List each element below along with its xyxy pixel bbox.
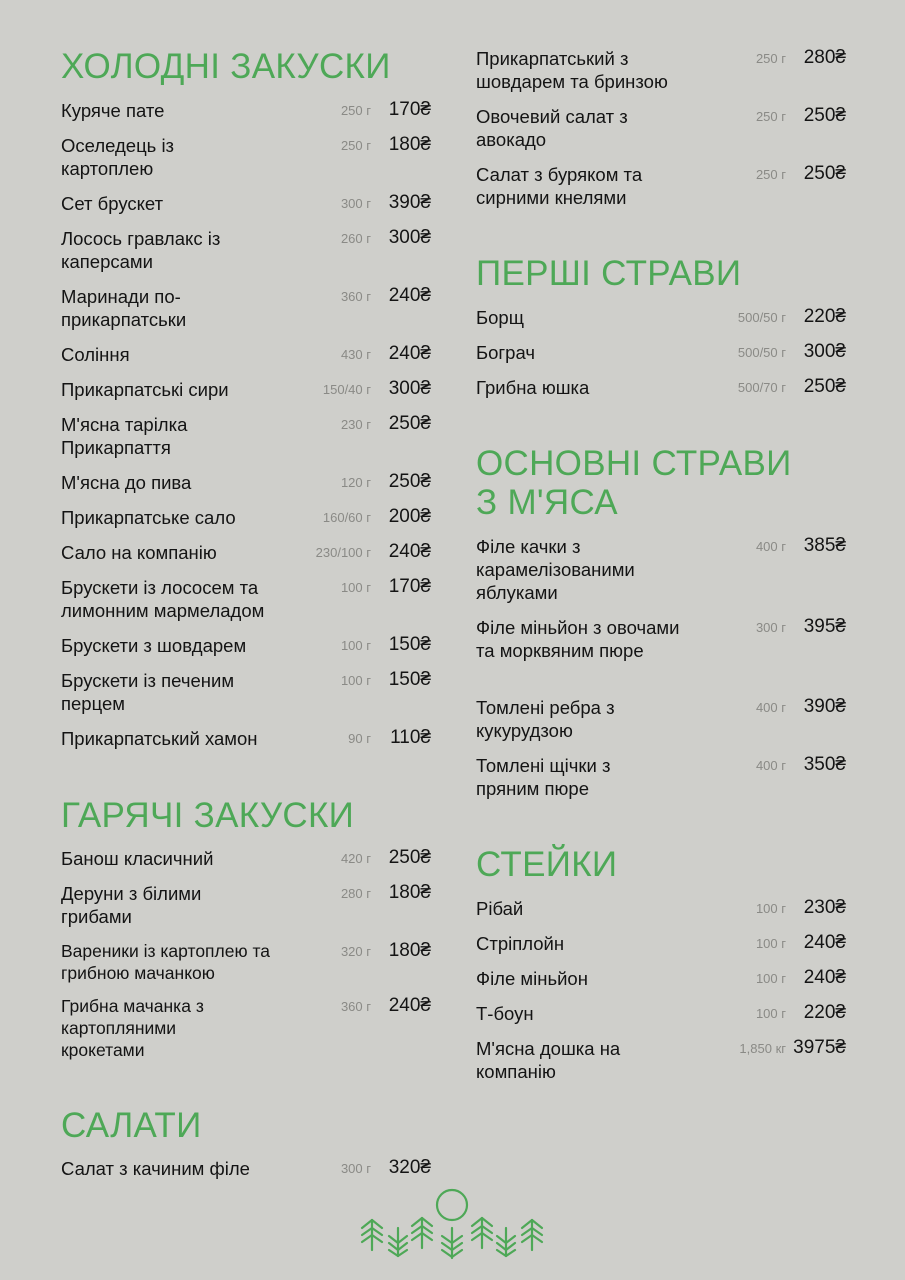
item-name: Салат з качиним філе: [61, 1158, 250, 1179]
item-weight: 360 г: [340, 289, 371, 304]
item-price: 250₴: [388, 847, 431, 868]
item-price: 170₴: [388, 99, 431, 120]
item-price: 320₴: [388, 1157, 431, 1178]
item-price: 250₴: [388, 413, 431, 434]
item-price: 150₴: [388, 669, 431, 690]
item-price: 150₴: [388, 634, 431, 655]
item-name: Прикарпатський хамон: [61, 728, 258, 749]
item-name: Прикарпатський з шовдарем та бринзою: [476, 48, 668, 92]
item-name: Салат з буряком та сирними кнелями: [476, 164, 643, 208]
item-price: 385₴: [803, 535, 846, 556]
item-price: 220₴: [803, 306, 846, 327]
item-weight: 250 г: [340, 138, 371, 153]
item-weight: 250 г: [340, 103, 371, 118]
item-name: Стріплойн: [476, 933, 565, 954]
item-name: Прикарпатське сало: [61, 507, 236, 528]
item-price: 280₴: [803, 47, 846, 68]
item-weight: 230 г: [340, 417, 371, 432]
item-price: 395₴: [803, 616, 846, 637]
item-price: 110₴: [390, 727, 431, 748]
item-weight: 500/50 г: [737, 345, 786, 360]
item-name: Грибна юшка: [476, 377, 590, 398]
item-name: Філе міньйон: [476, 968, 588, 989]
section-title-main-courses: ОСНОВНІ СТРАВИ З М'ЯСА: [476, 444, 792, 522]
item-price: 300₴: [388, 227, 431, 248]
item-weight: 320 г: [340, 944, 371, 959]
item-name: М'ясна дошка на компанію: [476, 1038, 621, 1082]
item-name: Оселедець із картоплею: [61, 135, 175, 179]
section-title-first-courses: ПЕРШІ СТРАВИ: [476, 254, 742, 293]
item-name: Томлені ребра з кукурудзою: [476, 697, 615, 741]
item-weight: 500/50 г: [737, 310, 786, 325]
item-name: Вареники із картоплею та грибною мачанкою: [61, 941, 271, 983]
section-title-cold-appetizers: ХОЛОДНІ ЗАКУСКИ: [61, 47, 391, 86]
item-weight: 400 г: [755, 700, 786, 715]
item-price: 390₴: [388, 192, 431, 213]
item-price: 180₴: [388, 134, 431, 155]
item-price: 170₴: [388, 576, 431, 597]
item-price: 240₴: [388, 541, 431, 562]
item-price: 230₴: [803, 897, 846, 918]
item-weight: 260 г: [340, 231, 371, 246]
item-weight: 90 г: [348, 731, 371, 746]
item-weight: 150/40 г: [322, 382, 371, 397]
item-weight: 160/60 г: [322, 510, 371, 525]
item-weight: 250 г: [755, 167, 786, 182]
item-weight: 100 г: [755, 1006, 786, 1021]
item-price: 350₴: [803, 754, 846, 775]
item-name: Томлені щічки з пряним пюре: [476, 755, 611, 799]
item-weight: 100 г: [340, 638, 371, 653]
item-weight: 420 г: [340, 851, 371, 866]
item-name: Філе качки з карамелізованими яблуками: [476, 536, 635, 603]
item-name: М'ясна тарілка Прикарпаття: [61, 414, 188, 458]
item-price: 250₴: [803, 105, 846, 126]
item-name: Маринади по-прикарпатськи: [61, 286, 187, 330]
item-price: 180₴: [388, 882, 431, 903]
item-price: 390₴: [803, 696, 846, 717]
item-price: 240₴: [388, 995, 431, 1016]
item-name: Філе міньйон з овочами та морквяним пюре: [476, 617, 680, 661]
item-price: 220₴: [803, 1002, 846, 1023]
item-price: 240₴: [803, 932, 846, 953]
item-weight: 1,850 кг: [739, 1041, 786, 1056]
item-name: Грибна мачанка з картопляними крокетами: [61, 996, 204, 1060]
item-weight: 120 г: [340, 475, 371, 490]
item-weight: 430 г: [340, 347, 371, 362]
item-weight: 300 г: [340, 196, 371, 211]
section-title-hot-appetizers: ГАРЯЧІ ЗАКУСКИ: [61, 796, 355, 835]
item-name: Т-боун: [476, 1003, 534, 1024]
item-name: Брускети з шовдарем: [61, 635, 247, 656]
item-name: Прикарпатські сири: [61, 379, 229, 400]
item-name: Банош класичний: [61, 848, 214, 869]
item-name: Деруни з білими грибами: [61, 883, 202, 927]
item-name: Брускети із лососем та лимонним мармеладом: [61, 577, 265, 621]
item-price: 200₴: [388, 506, 431, 527]
item-price: 240₴: [803, 967, 846, 988]
item-price: 250₴: [803, 376, 846, 397]
item-weight: 400 г: [755, 758, 786, 773]
item-weight: 500/70 г: [737, 380, 786, 395]
item-weight: 100 г: [755, 936, 786, 951]
item-weight: 230/100 г: [315, 545, 371, 560]
item-name: Овочевий салат з авокадо: [476, 106, 628, 150]
item-price: 3975₴: [793, 1037, 846, 1058]
item-weight: 100 г: [340, 673, 371, 688]
item-weight: 100 г: [340, 580, 371, 595]
item-name: Брускети із печеним перцем: [61, 670, 235, 714]
item-name: Рібай: [476, 898, 524, 919]
item-price: 240₴: [388, 285, 431, 306]
item-price: 250₴: [388, 471, 431, 492]
item-name: Сет брускет: [61, 193, 164, 214]
item-name: Борщ: [476, 307, 524, 328]
item-weight: 400 г: [755, 539, 786, 554]
item-weight: 100 г: [755, 901, 786, 916]
item-name: Соління: [61, 344, 130, 365]
item-name: Куряче пате: [61, 100, 165, 121]
section-title-salads: САЛАТИ: [61, 1106, 202, 1145]
item-weight: 280 г: [340, 886, 371, 901]
item-price: 180₴: [388, 940, 431, 961]
item-weight: 300 г: [340, 1161, 371, 1176]
item-weight: 360 г: [340, 999, 371, 1014]
item-weight: 300 г: [755, 620, 786, 635]
item-weight: 250 г: [755, 109, 786, 124]
item-name: Бограч: [476, 342, 535, 363]
forest-sun-logo-icon: [358, 1188, 546, 1260]
item-price: 250₴: [803, 163, 846, 184]
item-price: 300₴: [803, 341, 846, 362]
section-title-steaks: СТЕЙКИ: [476, 845, 618, 884]
item-name: Сало на компанію: [61, 542, 217, 563]
item-name: М'ясна до пива: [61, 472, 192, 493]
item-price: 300₴: [388, 378, 431, 399]
item-weight: 100 г: [755, 971, 786, 986]
item-price: 240₴: [388, 343, 431, 364]
item-name: Лосось гравлакс із каперсами: [61, 228, 221, 272]
item-weight: 250 г: [755, 51, 786, 66]
